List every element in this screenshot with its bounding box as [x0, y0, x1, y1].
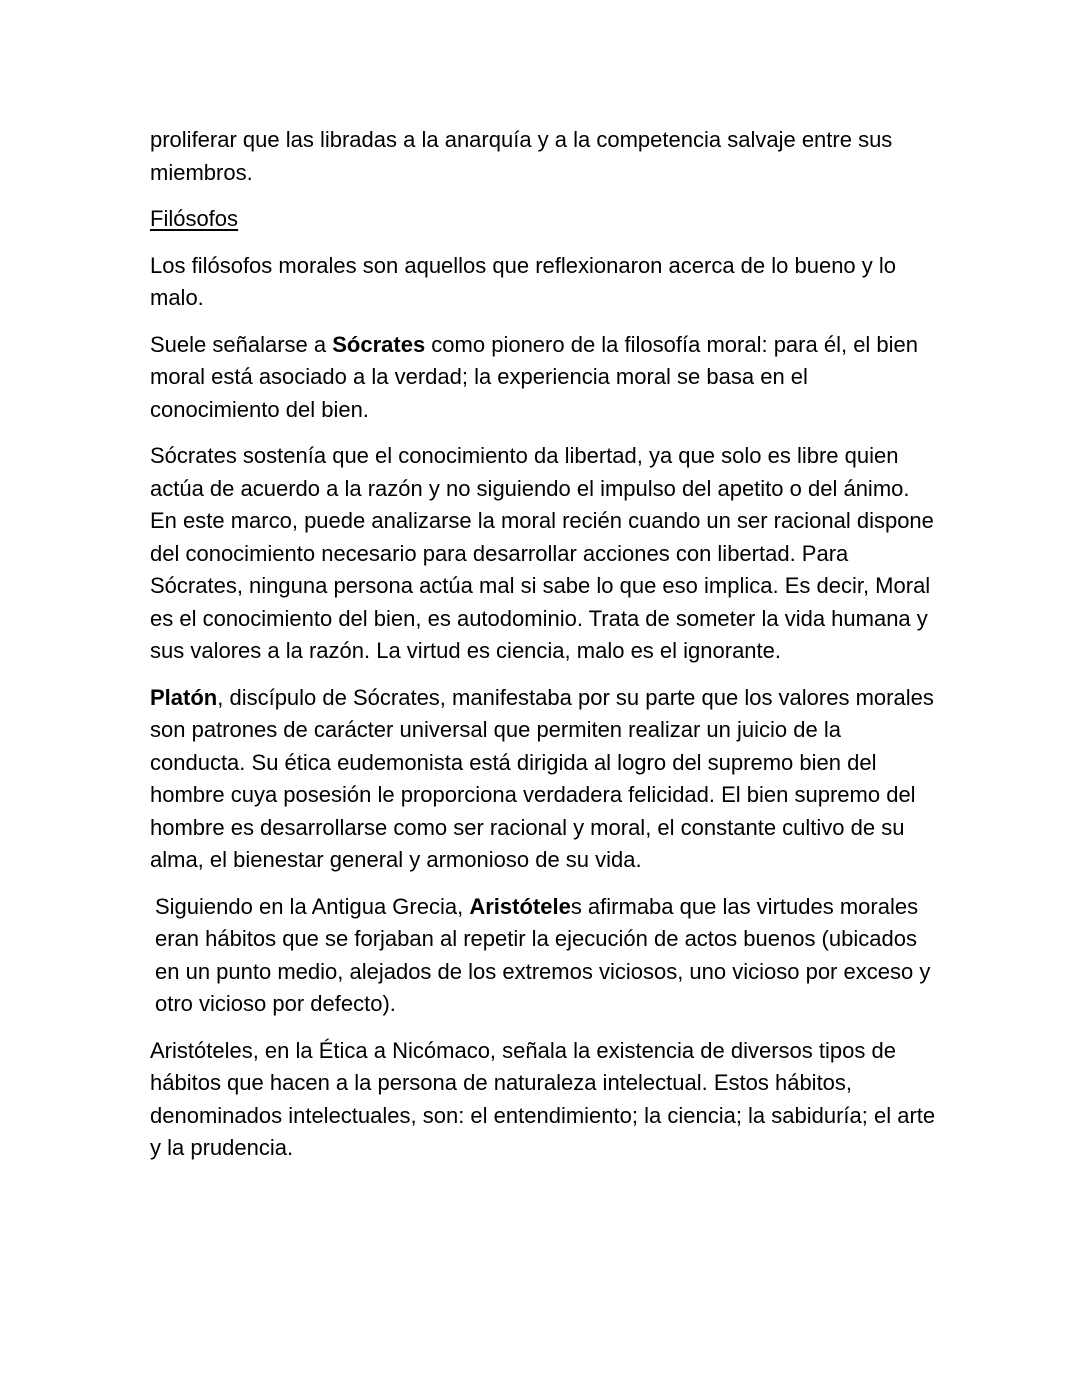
bold-name-aristoteles: Aristótele — [469, 893, 571, 919]
section-heading-filosofos: Filósofos — [150, 206, 239, 231]
paragraph-platon — [150, 682, 940, 877]
paragraph-socrates-knowledge: Sócrates sostenía que el conocimiento da libertad, ya que solo es libre quien actúa de acuerdo a la razón y no siguiendo el impulso del apetito o del ánimo. En este marco, puede analizarse la moral recién cuando un ser racional dispone del conocimiento necesario para desarrollar acciones con libertad. Para Sócrates, ninguna persona actúa mal si sabe lo que eso implica. Es decir, Moral es el conocimiento del bien, es autodominio. Trata de someter la vida humana y sus valores a la razón. La virtud es ciencia, malo es el ignorante. — [150, 443, 934, 663]
text-segment: s afirmaba que las virtudes morales eran hábitos que se forjaban al repetir la ejecución de actos buenos (ubicados en un punto medio, alejados de los extremos viciosos, uno vicioso por exceso y otro vicioso por defecto). — [155, 893, 931, 1016]
paragraph-intro-continuation: proliferar que las libradas a la anarquía y a la competencia salvaje entre sus miembros. — [150, 127, 893, 185]
text-segment: Suele señalarse a — [150, 331, 333, 357]
text-segment: Siguiendo en la Antigua Grecia, — [155, 893, 470, 919]
paragraph-socrates-pioneer — [150, 329, 940, 427]
text-segment: como pionero de la filosofía moral: para él, el bien moral está asociado a la verdad; la experiencia moral se basa en el conocimiento del bien. — [150, 331, 919, 422]
document-page — [150, 124, 940, 1179]
paragraph-aristoteles-habits: Aristóteles, en la Ética a Nicómaco, señala la existencia de diversos tipos de hábitos que hacen a la persona de naturaleza intelectual. Estos hábitos, denominados intelectuales, son: el entendimiento; la ciencia; la sabiduría; el arte y la prudencia. — [150, 1037, 936, 1160]
text-segment: , discípulo de Sócrates, manifestaba por su parte que los valores morales son patrones de carácter universal que permiten realizar un juicio de la conducta. Su ética eudemonista está dirigida al logro del supremo bien del hombre cuya posesión le proporciona verdadera felicidad. El bien supremo del hombre es desarrollarse como ser racional y moral, el constante cultivo de su alma, el bienestar general y armonioso de su vida. — [150, 684, 934, 872]
paragraph-filosofos-definition: Los filósofos morales son aquellos que reflexionaron acerca de lo bueno y lo malo. — [150, 252, 897, 310]
bold-name-platon: Platón — [150, 684, 218, 710]
bold-name-socrates: Sócrates — [332, 331, 426, 357]
paragraph-aristoteles-virtues — [150, 891, 940, 1021]
